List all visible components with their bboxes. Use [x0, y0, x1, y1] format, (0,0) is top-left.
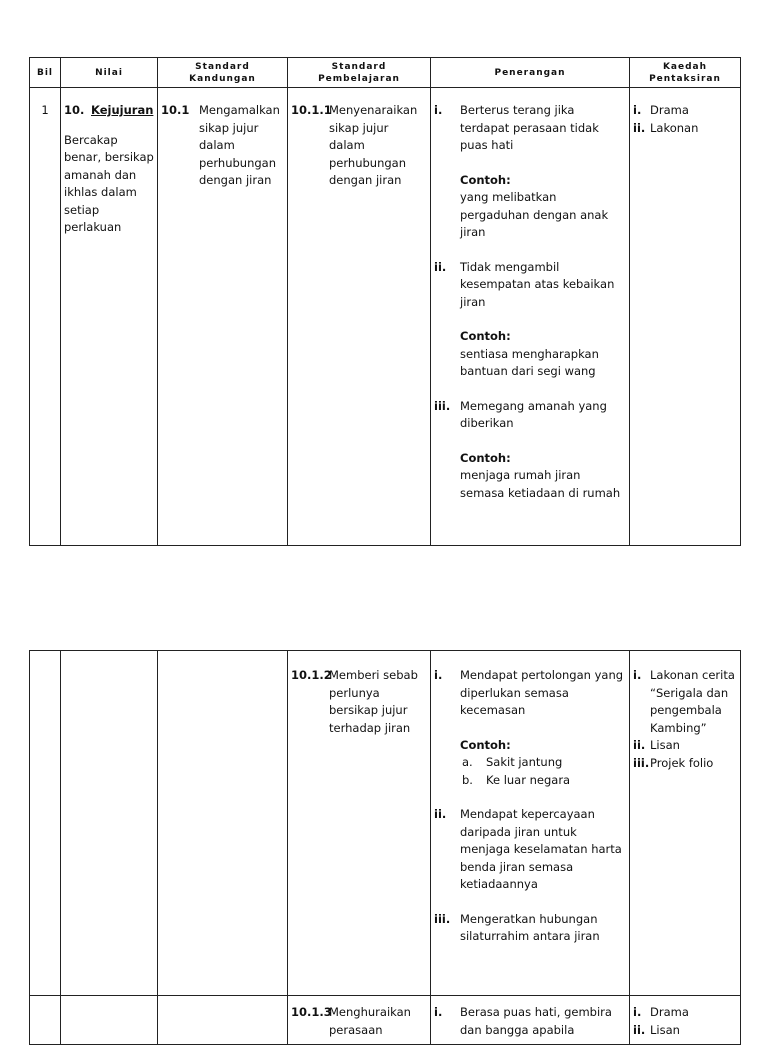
header-bil: Bil: [30, 58, 61, 88]
list-item: i. Berterus terang jika terdapat perasaan tidak puas hati Contoh: yang melibatkan pergaduhan dengan anak jiran: [434, 102, 626, 242]
example-subitem: b. Ke luar negara: [462, 772, 571, 787]
kaedah-cell: [630, 651, 741, 996]
kaedah-cell: [630, 88, 741, 546]
kaedah-cell: [630, 996, 741, 1045]
value-description: Bercakap benar, bersikap amanah dan ikhlas dalam setiap perlakuan: [64, 132, 154, 234]
list-item: ii. Lisan: [633, 1022, 680, 1037]
list-item: i. Drama: [633, 1005, 689, 1019]
standard-pembelajaran-cell: [288, 651, 431, 996]
list-item: ii. Lakonan: [633, 120, 699, 135]
explanation-text: Mendapat kepercayaan daripada jiran untuk menjaga keselamatan harta benda jiran semasa ketiadaannya: [460, 807, 622, 891]
list-item: ii. Tidak mengambil kesempatan atas kebaikan jiran Contoh: sentiasa mengharapkan bantuan dari segi wang: [434, 259, 626, 381]
sk-text: Mengamalkan sikap jujur dalam perhubungan dengan jiran: [199, 103, 280, 187]
sp-text: Menyenaraikan sikap jujur dalam perhubungan dengan jiran: [329, 103, 418, 187]
standard-pembelajaran-cell: [288, 88, 431, 546]
sp-number: 10.1.1: [291, 103, 332, 117]
explanation-text: Mengeratkan hubungan silaturrahim antara jiran: [460, 911, 600, 943]
list-item: iii. Mengeratkan hubungan silaturrahim antara jiran: [434, 911, 626, 946]
example-text: sentiasa mengharapkan bantuan dari segi wang: [460, 346, 599, 378]
explanation-text: Berasa puas hati, gembira dan bangga apabila: [460, 1005, 612, 1037]
header-standard-kandungan: Standard Kandungan: [158, 58, 288, 88]
sk-number: 10.1: [161, 103, 190, 117]
example-label: Contoh:: [460, 329, 511, 343]
sp-number: 10.1.2: [291, 668, 332, 682]
list-item: i. Berasa puas hati, gembira dan bangga apabila: [434, 1004, 626, 1039]
example-subitem: a. Sakit jantung: [462, 755, 563, 769]
example-text: yang melibatkan pergaduhan dengan anak jiran: [460, 190, 609, 239]
list-item: i. Mendapat pertolongan yang diperlukan semasa kecemasan Contoh: a. Sakit jantung b. Ke luar negara: [434, 667, 626, 789]
table-row: [30, 88, 741, 546]
value-title: Kejujuran: [91, 103, 154, 117]
curriculum-table-page-2: [29, 650, 741, 1045]
curriculum-table-page-1: [29, 57, 741, 546]
empty-sk-cell: [158, 996, 288, 1045]
sp-text: Menghuraikan perasaan: [329, 1005, 411, 1037]
table-row: [30, 996, 741, 1045]
empty-sk-cell: [158, 651, 288, 996]
empty-nilai-cell: [61, 651, 158, 996]
list-item: ii. Mendapat kepercayaan daripada jiran untuk menjaga keselamatan harta benda jiran semasa ketiadaannya: [434, 806, 626, 894]
sp-text: Memberi sebab perlunya bersikap jujur terhadap jiran: [329, 668, 418, 735]
list-item: i. Lakonan cerita “Serigala dan pengembala Kambing”: [633, 668, 735, 735]
value-number: 10.: [64, 103, 85, 117]
header-penerangan: Penerangan: [431, 58, 630, 88]
standard-pembelajaran-cell: [288, 996, 431, 1045]
penerangan-cell: [431, 651, 630, 996]
list-item: i. Drama: [633, 103, 689, 117]
example-text: menjaga rumah jiran semasa ketiadaan di rumah: [460, 468, 621, 500]
explanation-text: Mendapat pertolongan yang diperlukan semasa kecemasan: [460, 668, 624, 717]
header-kaedah-pentaksiran: Kaedah Pentaksiran: [630, 58, 741, 88]
standard-kandungan-cell: [158, 88, 288, 546]
penerangan-cell: [431, 996, 630, 1045]
row-number: 1: [30, 88, 61, 546]
explanation-text: Berterus terang jika terdapat perasaan tidak puas hati: [460, 103, 599, 152]
example-label: Contoh:: [460, 737, 511, 752]
value-cell: [61, 88, 158, 546]
header-standard-pembelajaran: Standard Pembelajaran: [288, 58, 431, 88]
table-header-row: [30, 58, 741, 88]
explanation-text: Memegang amanah yang diberikan: [460, 398, 607, 430]
sp-number: 10.1.3: [291, 1005, 332, 1019]
table-row: [30, 651, 741, 996]
header-nilai: Nilai: [61, 58, 158, 88]
list-item: iii. Memegang amanah yang diberikan Contoh: menjaga rumah jiran semasa ketiadaan di rumah: [434, 398, 626, 503]
example-label: Contoh:: [460, 450, 511, 465]
empty-bil-cell: [30, 651, 61, 996]
list-item: ii. Lisan: [633, 738, 680, 752]
example-label: Contoh:: [460, 172, 511, 187]
empty-bil-cell: [30, 996, 61, 1045]
explanation-text: Tidak mengambil kesempatan atas kebaikan jiran: [460, 259, 615, 309]
list-item: iii. Projek folio: [633, 755, 714, 770]
empty-nilai-cell: [61, 996, 158, 1045]
penerangan-cell: [431, 88, 630, 546]
